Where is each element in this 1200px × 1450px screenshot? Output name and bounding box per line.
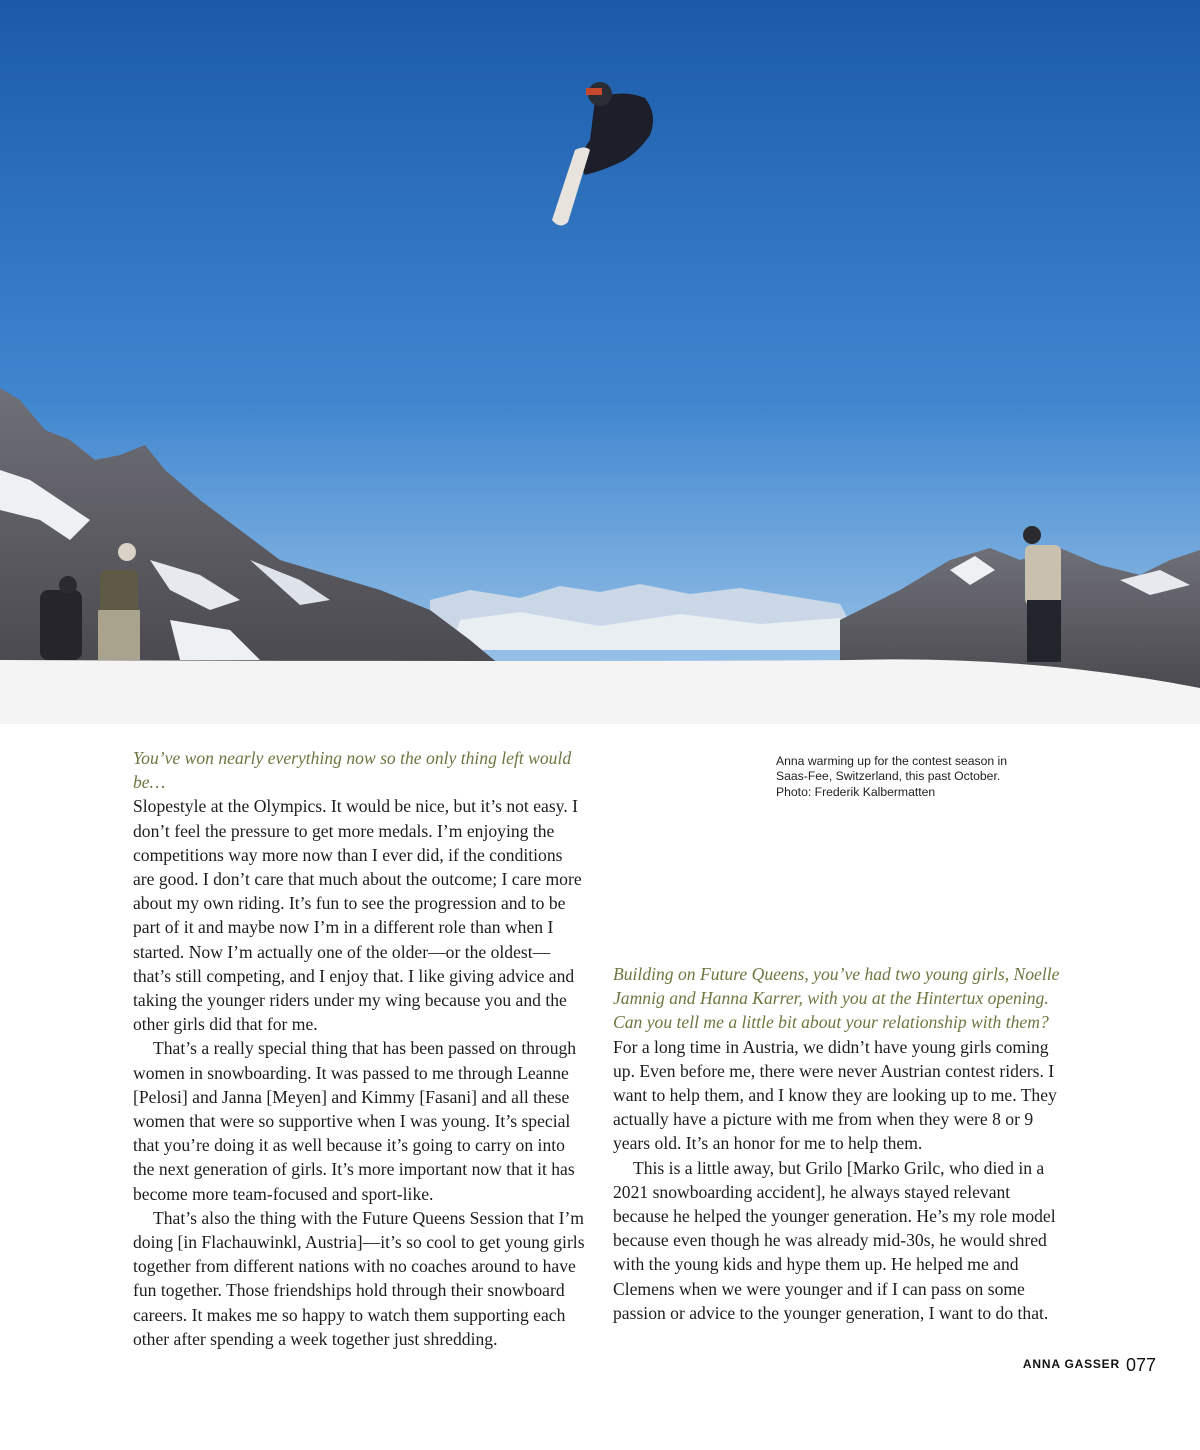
feature-photo [0,0,1200,724]
answer-paragraph: That’s also the thing with the Future Queens Session that I’m doing [in Flachauwinkl, Austria]—it’s so cool to get young girls together from different nations with no coaches around to have fun together. Those friendships hold through their snowboard careers. It makes me so happy to watch them supporting each other after spending a week together just shredding. [133,1207,585,1349]
answer-paragraph: That’s a really special thing that has been passed on through women in snowboarding. It was passed to me through Leanne [Pelosi] and Janna [Meyen] and Kimmy [Fasani] and all these women that were so supportive when I was young. It’s special that you’re doing it as well because it’s going to carry on into the next generation of girls. It’s more important now that it has become more team-focused and sport-like. [133,1038,577,1204]
photo-caption [776,754,1056,800]
caption-credit: Photo: Frederik Kalbermatten [776,784,936,799]
interview-question: Building on Future Queens, you’ve had two young girls, Noelle Jamnig and Hanna Karrer, with you at the Hintertux opening. Can you tell me a little bit about your relationship with them? [613,964,1060,1033]
spectator-right [1023,526,1061,662]
answer-paragraph: This is a little away, but Grilo [Marko Grilc, who died in a 2021 snowboarding accident], he always stayed relevant because he helped the younger generation. He’s my role model because even though he was already mid-30s, he would shred with the young kids and hype them up. He helped me and Clemens when we were younger and if I can pass on some passion or advice to the younger generation, I want to do that. [613,1157,1056,1323]
answer-paragraph: Slopestyle at the Olympics. It would be nice, but it’s not easy. I don’t feel the pressure to get more medals. I’m enjoying the competitions way more now than I ever did, if the conditions are good. I don’t care that much about the outcome; I care more about my own riding. It’s fun to see the progression and to be part of it and maybe now I’m in a different role than when I started. Now I’m actually one of the older—or the oldest—that’s still competing, and I enjoy that. I like giving advice and taking the younger riders under my wing because you and the other girls did that for me. [133,796,582,1035]
page-folio [1023,1355,1156,1376]
article-column-right [613,962,1065,1325]
caption-line: Anna warming up for the contest season in [776,754,1008,768]
article-column-left [133,746,585,1351]
caption-line: Saas-Fee, Switzerland, this past October. [776,769,1001,784]
interview-question: You’ve won nearly everything now so the only thing left would be… [133,748,572,793]
running-head: ANNA GASSER [1022,1357,1120,1371]
answer-paragraph: For a long time in Austria, we didn’t have young girls coming up. Even before me, there were never Austrian contest riders. I want to help them, and I know they are looking up to me. They actually have a picture with me from when they were 8 or 9 years old. It’s an honor for me to help them. [613,1036,1057,1154]
snowboard-jump-photo [0,0,1200,724]
page-number: 077 [1125,1355,1156,1375]
